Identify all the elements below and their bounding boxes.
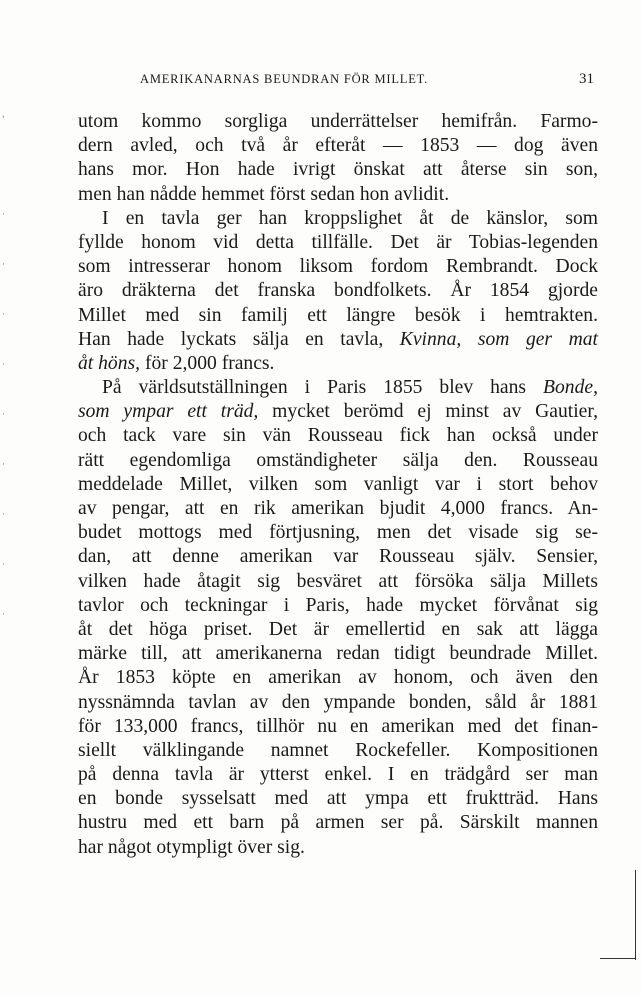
page-edge-tick — [600, 958, 636, 959]
running-head: AMERIKANARNAS BEUNDRAN FÖR MILLET. — [140, 72, 429, 86]
italic-title: som ympar ett träd, — [78, 401, 259, 423]
text-line: dern avled, och två år efteråt — 1853 — dog även — [78, 135, 598, 157]
text-segment: Han hade lyckats sälja en tavla, — [78, 328, 400, 350]
text-line: en bonde sysselsatt med att ympa ett fruktträd. Hans — [78, 788, 598, 810]
text-line: vilken hade åtagit sig besväret att försöka sälja Millets — [78, 570, 598, 592]
italic-title: Kvinna, som ger mat — [399, 328, 598, 350]
text-line: År 1853 köpte en amerikan av honom, och även den — [78, 667, 598, 689]
text-line: på denna tavla är ytterst enkel. I en trädgård ser man — [78, 764, 598, 786]
text-line: fyllde honom vid detta tillfälle. Det är Tobias-legenden — [78, 231, 598, 253]
text-line — [78, 376, 598, 400]
text-line: märke till, att amerikanerna redan tidigt beundrade Millet. — [78, 643, 598, 665]
text-line: som intresserar honom liksom fordom Rembrandt. Dock — [78, 256, 598, 278]
page-header — [80, 72, 600, 92]
text-line — [78, 400, 598, 424]
text-line: I en tavla ger han kroppslighet åt de känslor, som — [102, 207, 598, 229]
text-line: och tack vare sin vän Rousseau fick han också under — [78, 425, 598, 447]
text-line — [78, 328, 598, 352]
body-text — [78, 110, 598, 860]
page-number: 31 — [579, 71, 594, 87]
text-line: hustru med ett barn på armen ser på. Särskilt mannen — [78, 812, 598, 834]
text-line: äro dräkterna det franska bondfolkets. År 1854 gjorde — [78, 280, 598, 302]
text-segment: På världsutställningen i Paris 1855 blev hans — [102, 377, 544, 399]
text-line: utom kommo sorgliga underrättelser hemifrån. Farmo- — [78, 111, 598, 132]
italic-title: åt höns, — [78, 352, 141, 374]
text-line: av pengar, att en rik amerikan bjudit 4,000 francs. An- — [78, 498, 598, 519]
text-line: tavlor och teckningar i Paris, hade mycket förvånat sig — [78, 594, 598, 616]
book-page: AMERIKANARNAS BEUNDRAN FÖR MILLET. 31 ' · · · · · · · · · utom kommo sorgliga underrättelser hemifrån. Farmo- dern avled, och två år efteråt — 1853 — dog även hans mor. Hon hade ivrigt önskat att återse sin son, men han nådde hemmet först sedan hon avlidit. I en tavla ger han kroppslighet åt de känslor, som fyllde honom vid detta tillfälle. Det är Tobias-legenden som intresserar honom liksom fordom Rembrandt. Dock äro dräkterna det franska bondfolkets. År 1854 gjorde Millet med sin familj ett längre besök i hemtrakten. Han hade lyckats sälja en tavla, Kvinna, som ger mat åt höns, för 2,000 francs. På världsutställningen i Paris 1855 blev hans Bonde, som ympar ett träd, mycket berömd ej minst av Gautier, och tack vare sin vän Rousseau fick han också under rätt egendomliga omständigheter sälja den. Rousseau meddelade Millet, vilken som vanligt var i stort behov av pengar, att en rik amerikan bjudit 4,000 francs. An- budet mottogs med förtjusning, men det visade sig se- dan, att denne amerikan var Rousseau själv. Sensier, vilken hade åtagit sig besväret att försöka sälja Millets tavlor och teckningar i Paris, hade mycket förvånat sig åt det höga priset. Det är emellertid en sak att lägga märke till, att amerikanerna redan tidigt beundrade Millet. År 1853 köpte en amerikan av honom, och även den nyssnämnda tavlan av den ympande bonden, såld år 1881 för 133,000 francs, tillhör nu en amerikan med det finan- siellt välklingande namnet Rockefeller. Kompositionen på denna tavla är ytterst enkel. I en trädgård ser man en bonde sysselsatt med att ympa ett fruktträd. Hans hustru med ett barn på armen ser på. Särskilt mannen har något otympligt över sig. — [0, 0, 642, 995]
text-line: dan, att denne amerikan var Rousseau själv. Sensier, — [78, 546, 598, 568]
text-line: meddelade Millet, vilken som vanligt var i stort behov — [78, 473, 598, 495]
text-segment: för 2,000 francs. — [140, 352, 275, 374]
italic-title: Bonde, — [543, 377, 598, 399]
text-line: nyssnämnda tavlan av den ympande bonden, såld år 1881 — [78, 691, 598, 713]
text-line: har något otympligt över sig. — [78, 836, 305, 858]
text-line: men han nådde hemmet först sedan hon avlidit. — [78, 183, 450, 205]
text-line: hans mor. Hon hade ivrigt önskat att återse sin son, — [78, 159, 598, 181]
text-line: åt det höga priset. Det är emellertid en sak att lägga — [78, 618, 598, 640]
text-line: Millet med sin familj ett längre besök i hemtrakten. — [78, 304, 598, 326]
text-line: rätt egendomliga omständigheter sälja den. Rousseau — [78, 449, 598, 471]
text-line: siellt välklingande namnet Rockefeller. Kompositionen — [78, 739, 598, 761]
page-edge-mark — [635, 870, 636, 960]
text-line — [78, 352, 598, 376]
text-segment: mycket berömd ej minst av Gautier, — [258, 401, 598, 423]
text-line: för 133,000 francs, tillhör nu en amerikan med det finan- — [78, 715, 598, 737]
text-line: budet mottogs med förtjusning, men det visade sig se- — [78, 522, 598, 544]
